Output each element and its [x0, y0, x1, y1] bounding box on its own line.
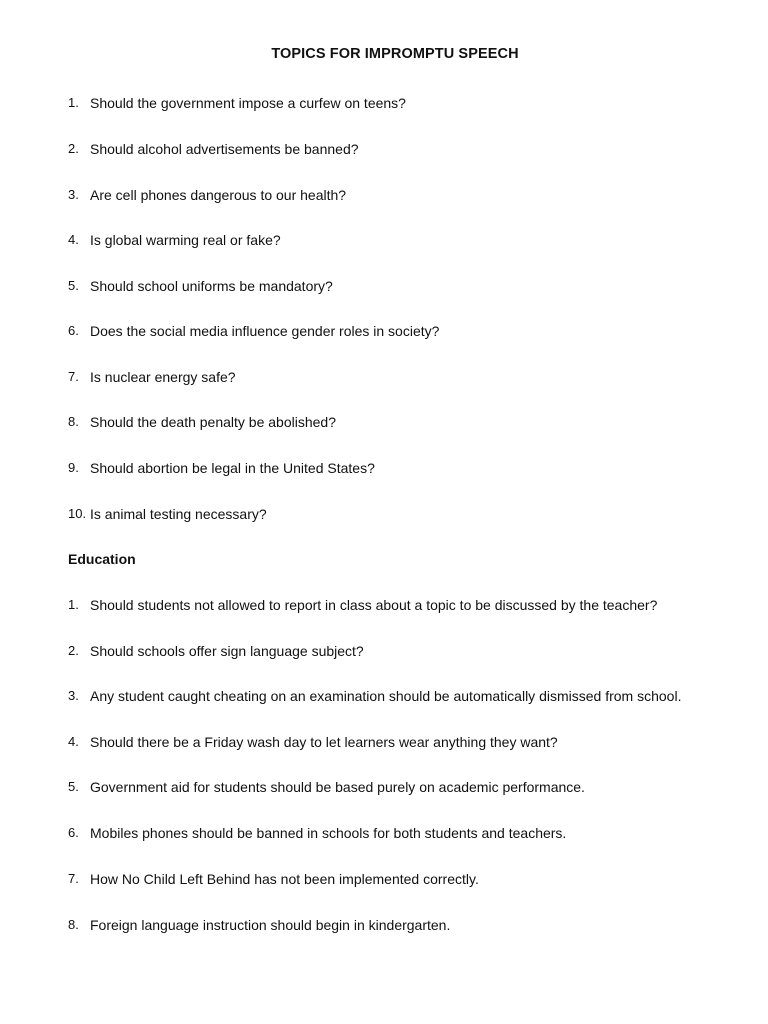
item-number: 4. — [68, 232, 79, 247]
item-text: Foreign language instruction should begin in kindergarten. — [90, 917, 451, 933]
item-number: 1. — [68, 597, 79, 612]
item-text: Government aid for students should be based purely on academic performance. — [90, 779, 585, 795]
item-text: Should there be a Friday wash day to let learners wear anything they want? — [90, 734, 558, 750]
item-number: 3. — [68, 688, 79, 703]
document-title: TOPICS FOR IMPROMPTU SPEECH — [271, 46, 519, 62]
item-text: Are cell phones dangerous to our health? — [90, 187, 347, 203]
item-number: 5. — [68, 779, 79, 794]
item-number: 1. — [68, 95, 79, 110]
item-text: Should the death penalty be abolished? — [90, 414, 336, 430]
item-number: 4. — [68, 734, 79, 749]
item-text: Should school uniforms be mandatory? — [90, 278, 333, 294]
item-number: 2. — [68, 643, 79, 658]
item-text: Should the government impose a curfew on teens? — [90, 95, 406, 111]
item-text: Any student caught cheating on an examination should be automatically dismissed from school. — [90, 688, 682, 704]
item-number: 9. — [68, 460, 79, 475]
item-number: 2. — [68, 141, 79, 156]
item-text: Is nuclear energy safe? — [90, 369, 236, 385]
item-text: How No Child Left Behind has not been implemented correctly. — [90, 871, 479, 887]
item-number: 3. — [68, 187, 79, 202]
item-text: Does the social media influence gender roles in society? — [90, 323, 440, 339]
section-heading-education: Education — [68, 551, 136, 567]
item-text: Is animal testing necessary? — [90, 506, 267, 522]
item-text: Is global warming real or fake? — [90, 232, 281, 248]
item-number: 6. — [68, 323, 79, 338]
item-number: 8. — [68, 414, 79, 429]
item-text: Should alcohol advertisements be banned? — [90, 141, 359, 157]
item-number: 5. — [68, 278, 79, 293]
item-number: 7. — [68, 369, 79, 384]
item-number: 6. — [68, 825, 79, 840]
item-number: 7. — [68, 871, 79, 886]
item-number: 10. — [68, 506, 87, 521]
item-text: Mobiles phones should be banned in schools for both students and teachers. — [90, 825, 567, 841]
item-text: Should students not allowed to report in class about a topic to be discussed by the teacher? — [90, 597, 658, 613]
item-text: Should schools offer sign language subject? — [90, 643, 364, 659]
item-number: 8. — [68, 917, 79, 932]
item-text: Should abortion be legal in the United States? — [90, 460, 375, 476]
